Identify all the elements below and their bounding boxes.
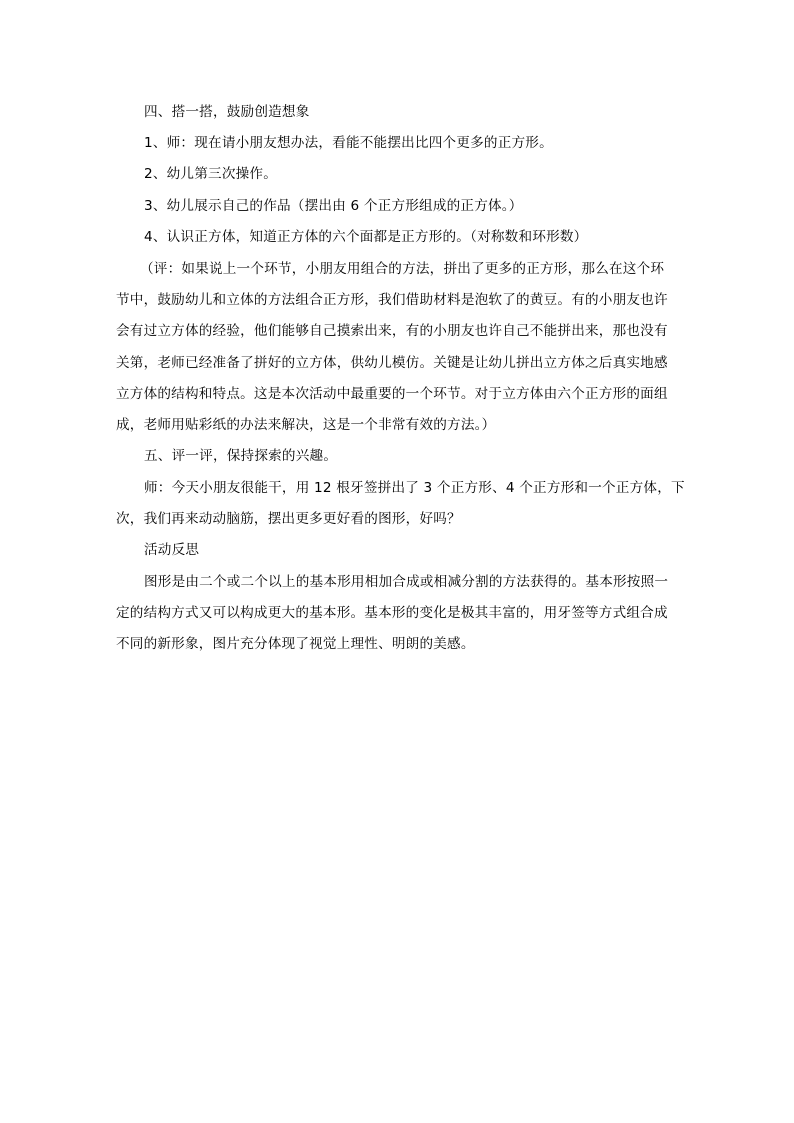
comment-line: 节中，鼓励幼儿和立体的方法组合正方形，我们借助材料是泡软了的黄豆。有的小朋友也许 xyxy=(116,292,668,308)
comment-line: 关第，老师已经准备了拼好的立方体，供幼儿模仿。关键是让幼儿拼出立方体之后真实地感 xyxy=(116,355,668,371)
paragraph-line: 4、认识正方体，知道正方体的六个面都是正方形的。（对称数和环形数） xyxy=(144,229,588,245)
comment-line: （评：如果说上一个环节，小朋友用组合的方法，拼出了更多的正方形，那么在这个环 xyxy=(140,261,665,277)
reflection-line: 图形是由二个或二个以上的基本形用相加合成或相减分割的方法获得的。基本形按照一 xyxy=(144,574,669,590)
comment-line: 成，老师用贴彩纸的办法来解决，这是一个非常有效的方法。） xyxy=(116,417,496,433)
paragraph-line: 师：今天小朋友很能干，用 12 根牙签拼出了 3 个正方形、4 个正方形和一个正方体，下 xyxy=(144,480,685,496)
section-heading-4: 四、搭一搭，鼓励创造想象 xyxy=(144,104,310,120)
reflection-heading: 活动反思 xyxy=(144,542,200,558)
comment-line: 会有过立方体的经验，他们能够自己摸索出来，有的小朋友也许自己不能拼出来，那也没有 xyxy=(116,323,668,339)
comment-line: 立方体的结构和特点。这是本次活动中最重要的一个环节。对于立方体由六个正方形的面组 xyxy=(116,386,668,402)
paragraph-line: 1、师：现在请小朋友想办法，看能不能摆出比四个更多的正方形。 xyxy=(144,135,553,151)
reflection-line: 不同的新形象，图片充分体现了视觉上理性、明朗的美感。 xyxy=(116,636,475,652)
paragraph-line: 3、幼儿展示自己的作品（摆出由 6 个正方形组成的正方体。） xyxy=(144,198,523,214)
paragraph-line: 2、幼儿第三次操作。 xyxy=(144,166,277,182)
paragraph-line: 次，我们再来动动脑筋，摆出更多更好看的图形，好吗？ xyxy=(116,511,461,527)
section-heading-5: 五、评一评，保持探索的兴趣。 xyxy=(144,448,338,464)
reflection-line: 定的结构方式又可以构成更大的基本形。基本形的变化是极其丰富的，用牙签等方式组合成 xyxy=(116,605,668,621)
